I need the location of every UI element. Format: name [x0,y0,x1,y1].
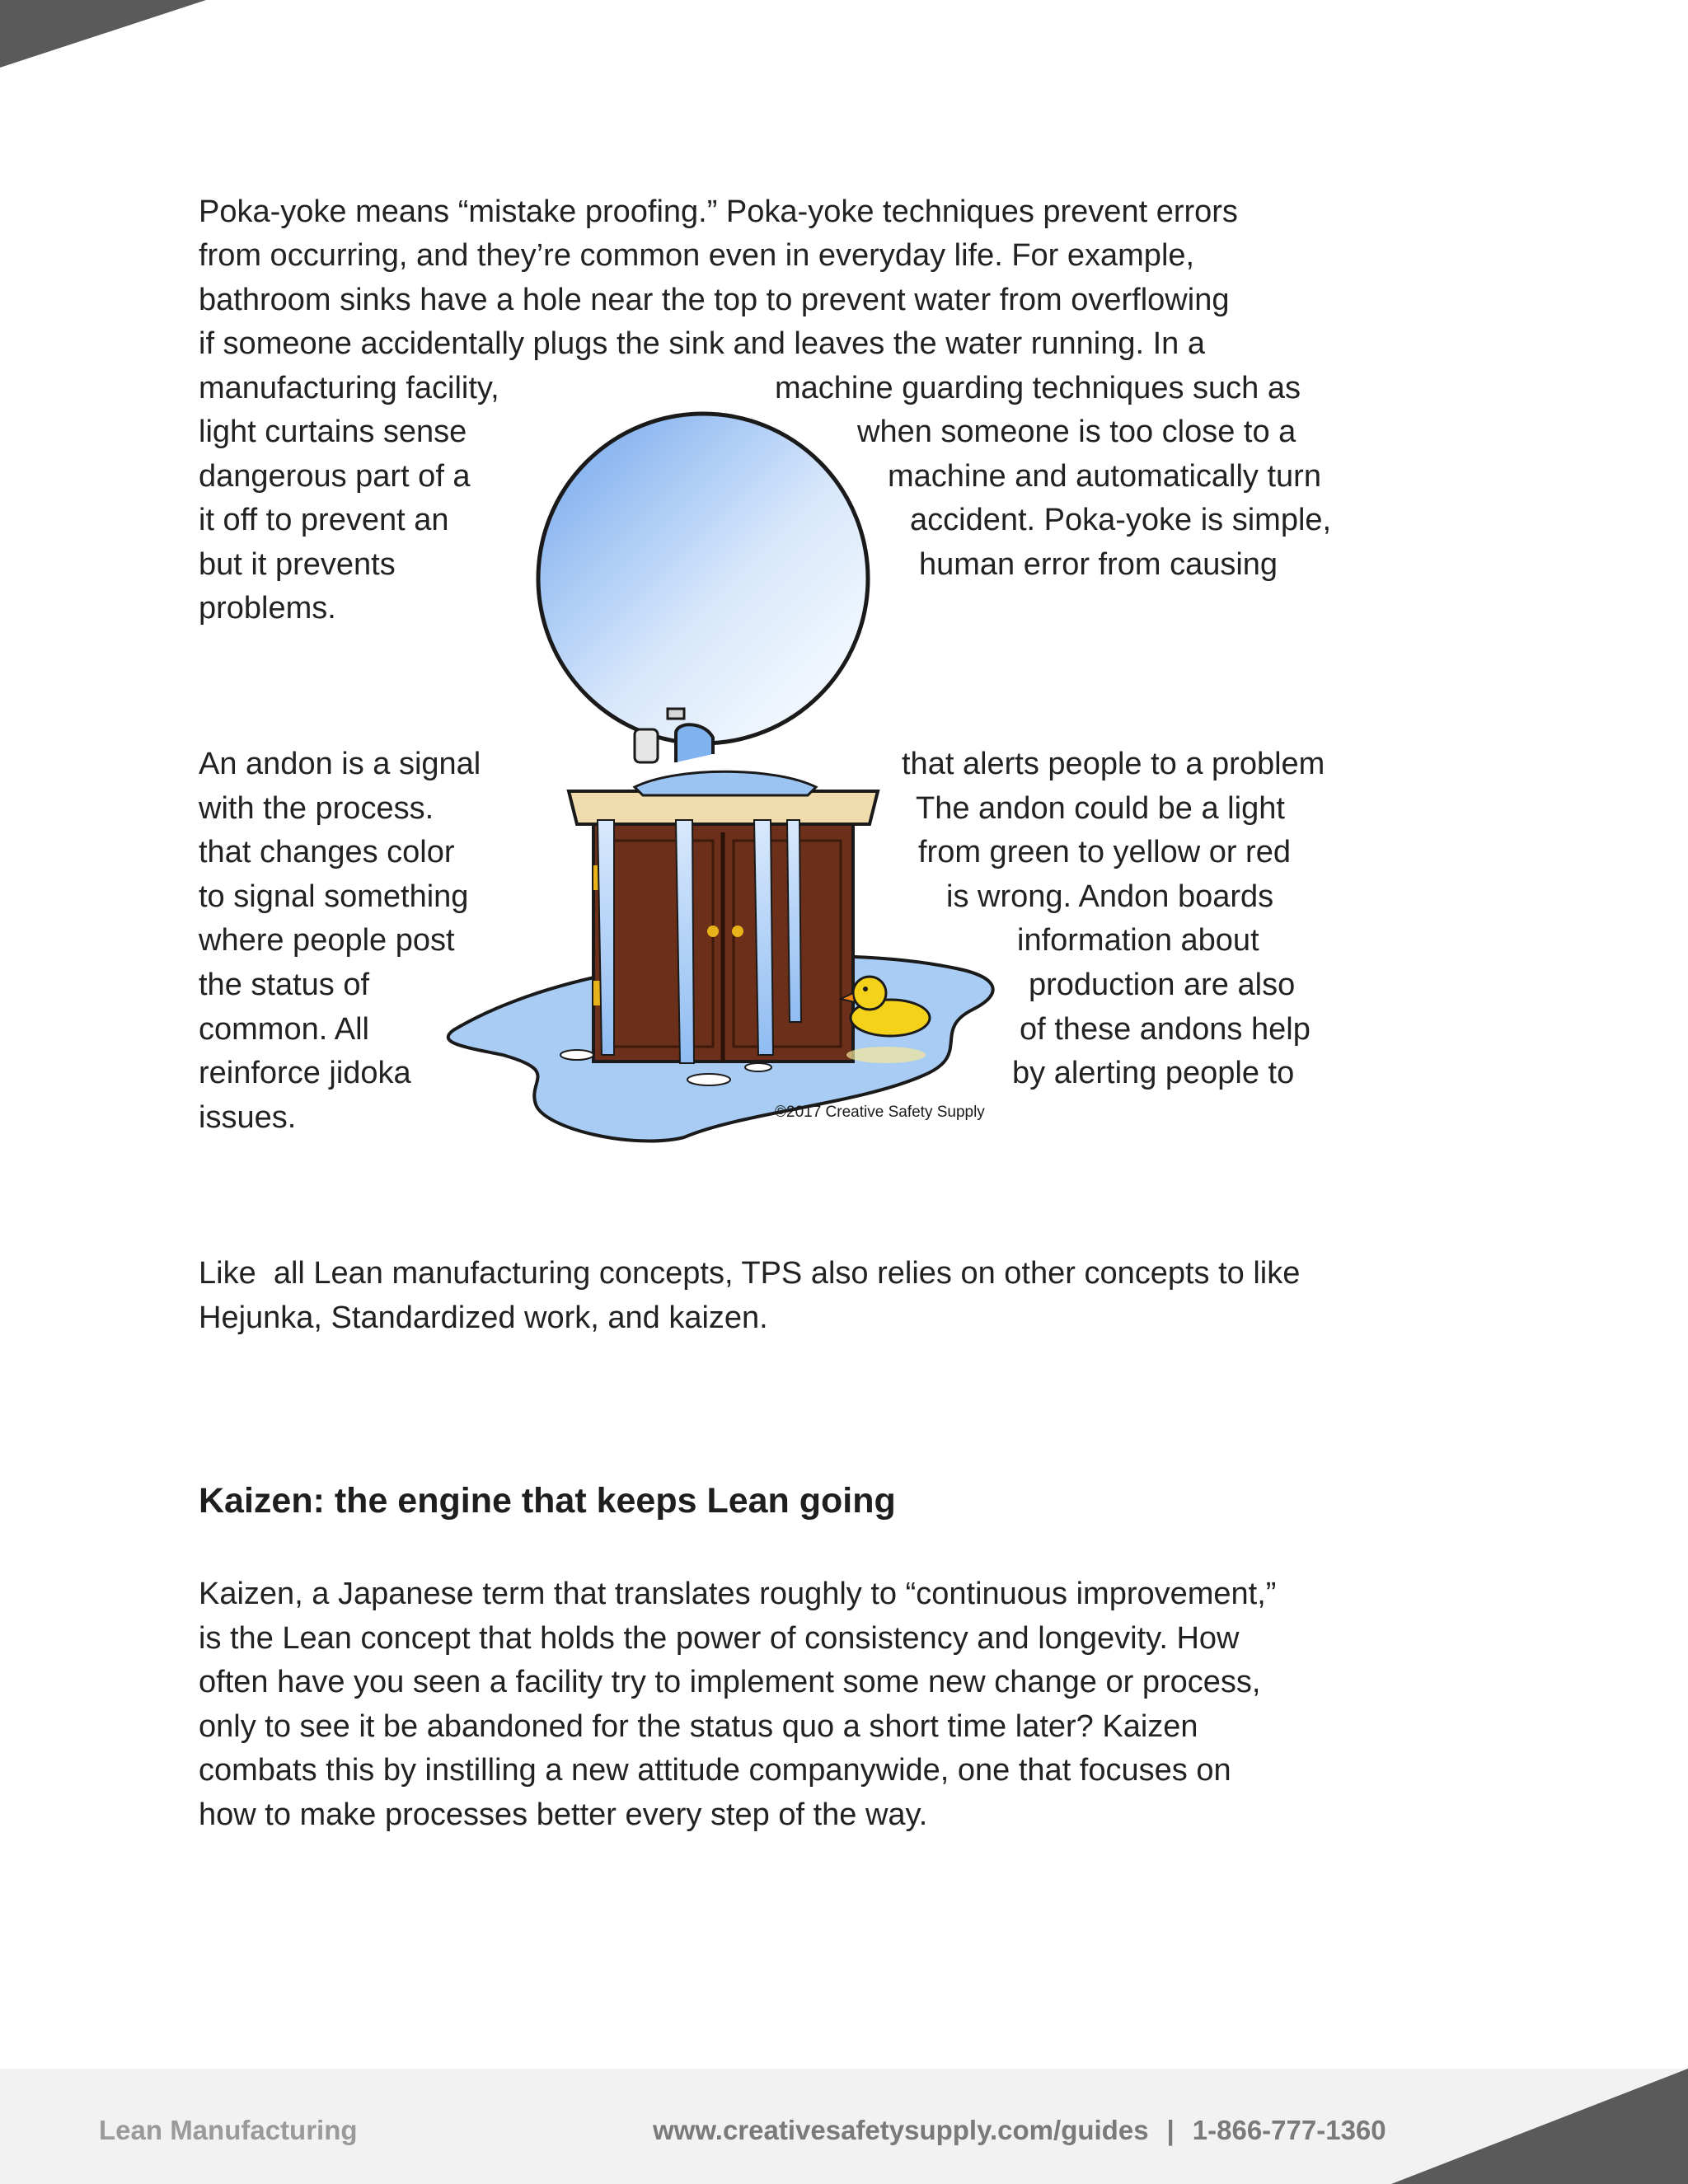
wrap-text-left: light curtains sense [199,415,467,449]
paragraph-line: is the Lean concept that holds the power of consistency and longevity. How [199,1621,1240,1656]
section-heading: Kaizen: the engine that keeps Lean going [199,1481,896,1521]
wrap-text-left: common. All [199,1012,369,1047]
paragraph-line: often have you seen a facility try to implement some new change or process, [199,1665,1261,1699]
paragraph-line: from occurring, and they’re common even in everyday life. For example, [199,238,1195,273]
faucet-handle [635,729,658,762]
wrap-text-left: to signal something [199,879,469,914]
wrap-text-left: reinforce jidoka [199,1056,411,1090]
paragraph-line: bathroom sinks have a hole near the top to prevent water from overflowing [199,283,1230,317]
wrap-text-left: with the process. [199,791,434,826]
wrap-text-left: but it prevents [199,547,396,582]
page-footer [0,2069,1688,2184]
paragraph-line: combats this by instilling a new attitude companywide, one that focuses on [199,1753,1231,1788]
paragraph-line: Poka-yoke means “mistake proofing.” Poka-yoke techniques prevent errors [199,194,1238,229]
illustration-copyright: ©2017 Creative Safety Supply [775,1104,985,1121]
wrap-text-left: that changes color [199,835,455,869]
wrap-text-left: An andon is a signal [199,747,481,781]
wrap-text-right: that alerts people to a problem [902,747,1325,781]
footer-phone[interactable]: 1-866-777-1360 [1192,2115,1386,2145]
water-stream [754,820,773,1055]
paragraph-line: if someone accidentally plugs the sink and leaves the water running. In a [199,326,1205,361]
wrap-text-right: is wrong. Andon boards [946,879,1274,914]
wrap-text-left: issues. [199,1100,297,1135]
wrap-text-right: of these andons help [1020,1012,1311,1047]
paragraph-line: how to make processes better every step of the way. [199,1797,928,1832]
wrap-text-right: machine and automatically turn [888,459,1321,494]
corner-decoration-top [0,0,214,74]
wrap-text-right: by alerting people to [1012,1056,1295,1090]
corner-decoration-bottom [1391,2069,1688,2184]
paragraph-line: only to see it be abandoned for the status quo a short time later? Kaizen [199,1709,1198,1744]
wrap-text-left: problems. [199,591,336,626]
faucet [676,724,713,762]
paragraph-line: Kaizen, a Japanese term that translates roughly to “continuous improvement,” [199,1577,1277,1611]
footer-url[interactable]: www.creativesafetysupply.com/guides [653,2115,1149,2145]
wrap-text-right: from green to yellow or red [918,835,1291,869]
overflowing-sink-illustration [429,404,1022,1162]
water-stream [787,820,801,1022]
wrap-text-left: manufacturing facility, [199,371,499,405]
footer-separator: | [1166,2115,1175,2145]
footer-title: Lean Manufacturing [99,2115,358,2145]
wrap-text-right: machine guarding techniques such as [775,371,1301,405]
wrap-text-left: the status of [199,968,370,1002]
paragraph-line: Like all Lean manufacturing concepts, TPS also relies on other concepts to like [199,1256,1301,1291]
paragraph-line: Hejunka, Standardized work, and kaizen. [199,1301,768,1335]
wrap-text-left: it off to prevent an [199,503,449,537]
wrap-text-right: production are also [1029,968,1296,1002]
wrap-text-right: human error from causing [919,547,1278,582]
wrap-text-right: when someone is too close to a [857,415,1296,449]
wrap-text-left: dangerous part of a [199,459,471,494]
wrap-text-left: where people post [199,923,455,958]
mirror [538,414,868,743]
wrap-text-right: accident. Poka-yoke is simple, [910,503,1332,537]
wrap-text-right: The andon could be a light [916,791,1285,826]
water-stream [676,820,694,1063]
footer-contact [653,2115,1386,2146]
wrap-text-right: information about [1017,923,1259,958]
